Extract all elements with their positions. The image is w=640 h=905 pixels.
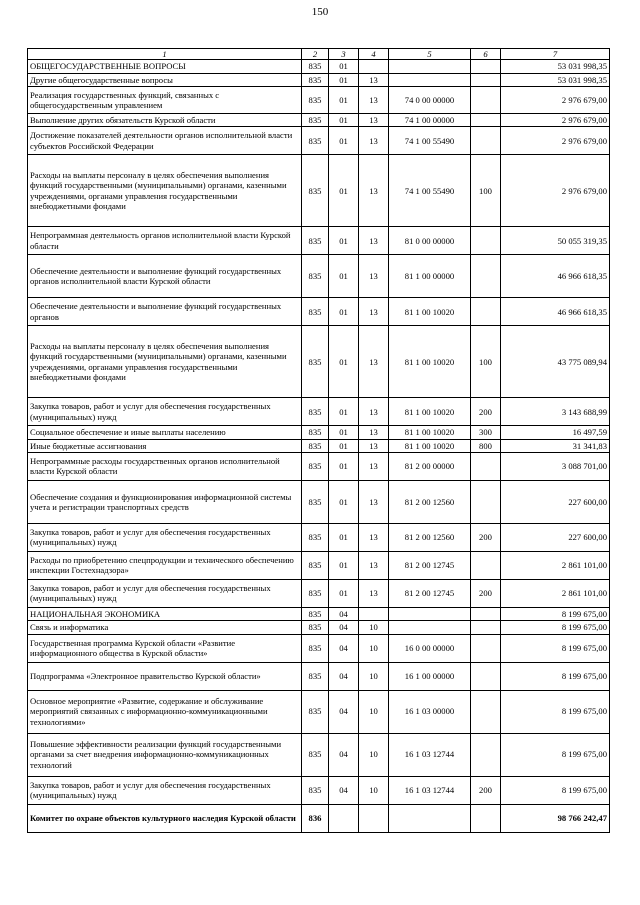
cell-target-article: 74 0 00 00000	[389, 86, 471, 113]
cell-subsection: 13	[359, 155, 389, 227]
table-row	[28, 523, 610, 551]
cell-section: 04	[329, 621, 359, 634]
cell-expense-type	[471, 551, 501, 579]
cell-amount: 31 341,83	[501, 439, 610, 452]
cell-section	[329, 804, 359, 832]
cell-expense-type	[471, 621, 501, 634]
cell-subsection: 13	[359, 326, 389, 398]
table-row	[28, 113, 610, 126]
cell-expense-type: 800	[471, 439, 501, 452]
cell-section: 01	[329, 439, 359, 452]
cell-grbs: 835	[302, 113, 329, 126]
cell-section: 01	[329, 326, 359, 398]
cell-grbs: 835	[302, 579, 329, 607]
cell-grbs: 835	[302, 326, 329, 398]
cell-name: Непрограммная деятельность органов исполнительной власти Курской области	[28, 227, 302, 255]
cell-target-article: 81 2 00 00000	[389, 452, 471, 480]
table-row	[28, 607, 610, 620]
cell-subsection	[359, 607, 389, 620]
table-row	[28, 579, 610, 607]
table-row	[28, 690, 610, 733]
cell-name: Закупка товаров, работ и услуг для обеспечения государственных (муниципальных) нужд	[28, 523, 302, 551]
cell-grbs: 835	[302, 662, 329, 690]
cell-name: Подпрограмма «Электронное правительство Курской области»	[28, 662, 302, 690]
cell-target-article: 81 1 00 10020	[389, 398, 471, 426]
table-row	[28, 227, 610, 255]
cell-amount: 53 031 998,35	[501, 60, 610, 73]
table-body	[28, 60, 610, 832]
cell-expense-type: 200	[471, 523, 501, 551]
header-col-7: 7	[501, 49, 610, 60]
cell-grbs: 835	[302, 426, 329, 439]
cell-grbs: 835	[302, 439, 329, 452]
cell-section: 01	[329, 452, 359, 480]
cell-target-article	[389, 73, 471, 86]
cell-target-article: 16 1 03 12744	[389, 776, 471, 804]
table-row	[28, 60, 610, 73]
cell-amount: 227 600,00	[501, 523, 610, 551]
cell-amount: 98 766 242,47	[501, 804, 610, 832]
cell-subsection: 13	[359, 426, 389, 439]
cell-expense-type: 200	[471, 776, 501, 804]
cell-grbs: 835	[302, 255, 329, 298]
cell-section: 01	[329, 60, 359, 73]
header-col-1: 1	[28, 49, 302, 60]
cell-name: Государственная программа Курской области «Развитие информационного общества в Курской области»	[28, 634, 302, 662]
cell-target-article: 81 2 00 12745	[389, 551, 471, 579]
cell-expense-type	[471, 86, 501, 113]
table-row	[28, 662, 610, 690]
cell-section: 01	[329, 298, 359, 326]
cell-expense-type: 200	[471, 398, 501, 426]
cell-grbs: 835	[302, 523, 329, 551]
cell-expense-type	[471, 634, 501, 662]
cell-amount: 53 031 998,35	[501, 73, 610, 86]
cell-name: Закупка товаров, работ и услуг для обеспечения государственных (муниципальных) нужд	[28, 579, 302, 607]
cell-grbs: 835	[302, 127, 329, 155]
cell-target-article: 74 1 00 00000	[389, 113, 471, 126]
cell-expense-type	[471, 298, 501, 326]
cell-subsection: 13	[359, 298, 389, 326]
header-col-3: 3	[329, 49, 359, 60]
cell-name: Расходы по приобретению спецпродукции и технического обеспечению инспекции Гостехнадзора»	[28, 551, 302, 579]
cell-target-article: 81 1 00 10020	[389, 298, 471, 326]
cell-grbs: 835	[302, 776, 329, 804]
cell-name: Выполнение других обязательств Курской области	[28, 113, 302, 126]
table-row	[28, 551, 610, 579]
cell-grbs: 835	[302, 86, 329, 113]
cell-subsection: 13	[359, 523, 389, 551]
cell-grbs: 835	[302, 155, 329, 227]
table-row	[28, 776, 610, 804]
cell-grbs: 835	[302, 60, 329, 73]
cell-target-article: 81 2 00 12745	[389, 579, 471, 607]
cell-grbs: 835	[302, 621, 329, 634]
cell-subsection: 10	[359, 776, 389, 804]
table-row	[28, 634, 610, 662]
cell-subsection: 13	[359, 480, 389, 523]
cell-name: Расходы на выплаты персоналу в целях обеспечения выполнения функций государственными (муниципальными) органами, казенными учреждениями, органами управления государственными внебюджетными фондами	[28, 326, 302, 398]
cell-amount: 8 199 675,00	[501, 690, 610, 733]
budget-table	[27, 48, 610, 833]
cell-name: Реализация государственных функций, связанных с общегосударственным управлением	[28, 86, 302, 113]
cell-section: 01	[329, 113, 359, 126]
header-col-4: 4	[359, 49, 389, 60]
cell-name: Закупка товаров, работ и услуг для обеспечения государственных (муниципальных) нужд	[28, 776, 302, 804]
cell-section: 01	[329, 127, 359, 155]
cell-amount: 3 088 701,00	[501, 452, 610, 480]
cell-target-article: 81 1 00 10020	[389, 326, 471, 398]
cell-section: 01	[329, 480, 359, 523]
cell-grbs: 835	[302, 452, 329, 480]
cell-section: 01	[329, 398, 359, 426]
cell-subsection: 10	[359, 621, 389, 634]
cell-name: Закупка товаров, работ и услуг для обеспечения государственных (муниципальных) нужд	[28, 398, 302, 426]
cell-amount: 46 966 618,35	[501, 255, 610, 298]
cell-subsection: 13	[359, 439, 389, 452]
cell-section: 01	[329, 579, 359, 607]
cell-expense-type	[471, 690, 501, 733]
cell-target-article: 81 1 00 10020	[389, 426, 471, 439]
cell-name: Повышение эффективности реализации функций государственными органами за счет внедрения информационно-коммуникационных технологий	[28, 733, 302, 776]
cell-expense-type	[471, 662, 501, 690]
table-row	[28, 452, 610, 480]
table-row	[28, 127, 610, 155]
table-row	[28, 480, 610, 523]
cell-name: Обеспечение деятельности и выполнение функций государственных органов	[28, 298, 302, 326]
cell-section: 04	[329, 662, 359, 690]
table-row	[28, 426, 610, 439]
cell-grbs: 835	[302, 227, 329, 255]
cell-subsection	[359, 60, 389, 73]
cell-amount: 43 775 089,94	[501, 326, 610, 398]
cell-section: 01	[329, 551, 359, 579]
cell-section: 01	[329, 523, 359, 551]
cell-amount: 2 861 101,00	[501, 579, 610, 607]
cell-grbs: 836	[302, 804, 329, 832]
cell-expense-type	[471, 607, 501, 620]
cell-subsection: 13	[359, 452, 389, 480]
cell-amount: 46 966 618,35	[501, 298, 610, 326]
cell-target-article: 16 1 00 00000	[389, 662, 471, 690]
table-row	[28, 73, 610, 86]
cell-subsection: 13	[359, 398, 389, 426]
table-row	[28, 86, 610, 113]
cell-subsection: 13	[359, 255, 389, 298]
cell-expense-type: 100	[471, 155, 501, 227]
table-row	[28, 398, 610, 426]
cell-section: 04	[329, 690, 359, 733]
cell-expense-type	[471, 480, 501, 523]
cell-subsection: 10	[359, 634, 389, 662]
cell-section: 04	[329, 776, 359, 804]
cell-name: НАЦИОНАЛЬНАЯ ЭКОНОМИКА	[28, 607, 302, 620]
cell-target-article: 16 0 00 00000	[389, 634, 471, 662]
cell-target-article: 81 1 00 10020	[389, 439, 471, 452]
cell-name: Социальное обеспечение и иные выплаты населению	[28, 426, 302, 439]
cell-name: Иные бюджетные ассигнования	[28, 439, 302, 452]
cell-name: ОБЩЕГОСУДАРСТВЕННЫЕ ВОПРОСЫ	[28, 60, 302, 73]
header-col-2: 2	[302, 49, 329, 60]
cell-expense-type	[471, 73, 501, 86]
cell-section: 04	[329, 634, 359, 662]
cell-amount: 2 976 679,00	[501, 86, 610, 113]
cell-amount: 16 497,59	[501, 426, 610, 439]
cell-target-article: 81 2 00 12560	[389, 523, 471, 551]
cell-expense-type	[471, 804, 501, 832]
cell-expense-type: 200	[471, 579, 501, 607]
cell-grbs: 835	[302, 73, 329, 86]
cell-expense-type: 300	[471, 426, 501, 439]
cell-subsection: 13	[359, 73, 389, 86]
cell-name: Обеспечение создания и функционирования информационной системы учета и регистрации транспортных средств	[28, 480, 302, 523]
cell-amount: 2 861 101,00	[501, 551, 610, 579]
cell-subsection	[359, 804, 389, 832]
cell-section: 04	[329, 733, 359, 776]
cell-name: Непрограммные расходы государственных органов исполнительной власти Курской области	[28, 452, 302, 480]
cell-expense-type	[471, 227, 501, 255]
cell-target-article: 81 1 00 00000	[389, 255, 471, 298]
cell-name: Основное мероприятие «Развитие, содержание и обслуживание мероприятий связанных с информационно-коммуникационными технологиями»	[28, 690, 302, 733]
cell-subsection: 13	[359, 551, 389, 579]
cell-target-article	[389, 60, 471, 73]
cell-section: 01	[329, 73, 359, 86]
cell-grbs: 835	[302, 298, 329, 326]
table-row	[28, 298, 610, 326]
cell-section: 01	[329, 227, 359, 255]
cell-target-article	[389, 607, 471, 620]
cell-name: Достижение показателей деятельности органов исполнительной власти субъектов Российской Федерации	[28, 127, 302, 155]
cell-section: 01	[329, 255, 359, 298]
table-row	[28, 621, 610, 634]
cell-grbs: 835	[302, 733, 329, 776]
cell-amount: 8 199 675,00	[501, 733, 610, 776]
cell-section: 01	[329, 426, 359, 439]
cell-subsection: 10	[359, 662, 389, 690]
cell-subsection: 13	[359, 227, 389, 255]
cell-amount: 2 976 679,00	[501, 127, 610, 155]
header-col-6: 6	[471, 49, 501, 60]
cell-subsection: 10	[359, 733, 389, 776]
cell-target-article	[389, 621, 471, 634]
cell-grbs: 835	[302, 398, 329, 426]
cell-amount: 3 143 688,99	[501, 398, 610, 426]
cell-subsection: 13	[359, 86, 389, 113]
table-header-row	[28, 49, 610, 60]
table-row	[28, 326, 610, 398]
cell-expense-type	[471, 60, 501, 73]
cell-expense-type	[471, 113, 501, 126]
cell-amount: 8 199 675,00	[501, 634, 610, 662]
cell-section: 01	[329, 155, 359, 227]
cell-amount: 8 199 675,00	[501, 607, 610, 620]
cell-subsection: 13	[359, 113, 389, 126]
cell-amount: 8 199 675,00	[501, 662, 610, 690]
cell-target-article	[389, 804, 471, 832]
cell-grbs: 835	[302, 634, 329, 662]
cell-name: Расходы на выплаты персоналу в целях обеспечения выполнения функций государственными (муниципальными) органами, казенными учреждениями, органами управления государственными внебюджетными фондами	[28, 155, 302, 227]
cell-name: Обеспечение деятельности и выполнение функций государственных органов исполнительной власти Курской области	[28, 255, 302, 298]
cell-target-article: 16 1 03 12744	[389, 733, 471, 776]
cell-grbs: 835	[302, 690, 329, 733]
cell-grbs: 835	[302, 551, 329, 579]
table-row	[28, 255, 610, 298]
cell-subsection: 10	[359, 690, 389, 733]
table-row	[28, 155, 610, 227]
cell-expense-type: 100	[471, 326, 501, 398]
cell-amount: 2 976 679,00	[501, 113, 610, 126]
cell-amount: 2 976 679,00	[501, 155, 610, 227]
cell-expense-type	[471, 127, 501, 155]
table-row	[28, 733, 610, 776]
cell-subsection: 13	[359, 127, 389, 155]
table-row	[28, 804, 610, 832]
cell-section: 01	[329, 86, 359, 113]
cell-target-article: 81 0 00 00000	[389, 227, 471, 255]
cell-amount: 50 055 319,35	[501, 227, 610, 255]
cell-target-article: 16 1 03 00000	[389, 690, 471, 733]
cell-expense-type	[471, 255, 501, 298]
cell-target-article: 74 1 00 55490	[389, 127, 471, 155]
cell-subsection: 13	[359, 579, 389, 607]
cell-expense-type	[471, 733, 501, 776]
cell-target-article: 81 2 00 12560	[389, 480, 471, 523]
header-col-5: 5	[389, 49, 471, 60]
cell-amount: 227 600,00	[501, 480, 610, 523]
cell-name: Комитет по охране объектов культурного наследия Курской области	[28, 804, 302, 832]
cell-expense-type	[471, 452, 501, 480]
cell-grbs: 835	[302, 480, 329, 523]
cell-amount: 8 199 675,00	[501, 776, 610, 804]
cell-target-article: 74 1 00 55490	[389, 155, 471, 227]
cell-name: Другие общегосударственные вопросы	[28, 73, 302, 86]
cell-section: 04	[329, 607, 359, 620]
cell-name: Связь и информатика	[28, 621, 302, 634]
table-row	[28, 439, 610, 452]
page-number: 150	[311, 6, 329, 18]
cell-amount: 8 199 675,00	[501, 621, 610, 634]
cell-grbs: 835	[302, 607, 329, 620]
